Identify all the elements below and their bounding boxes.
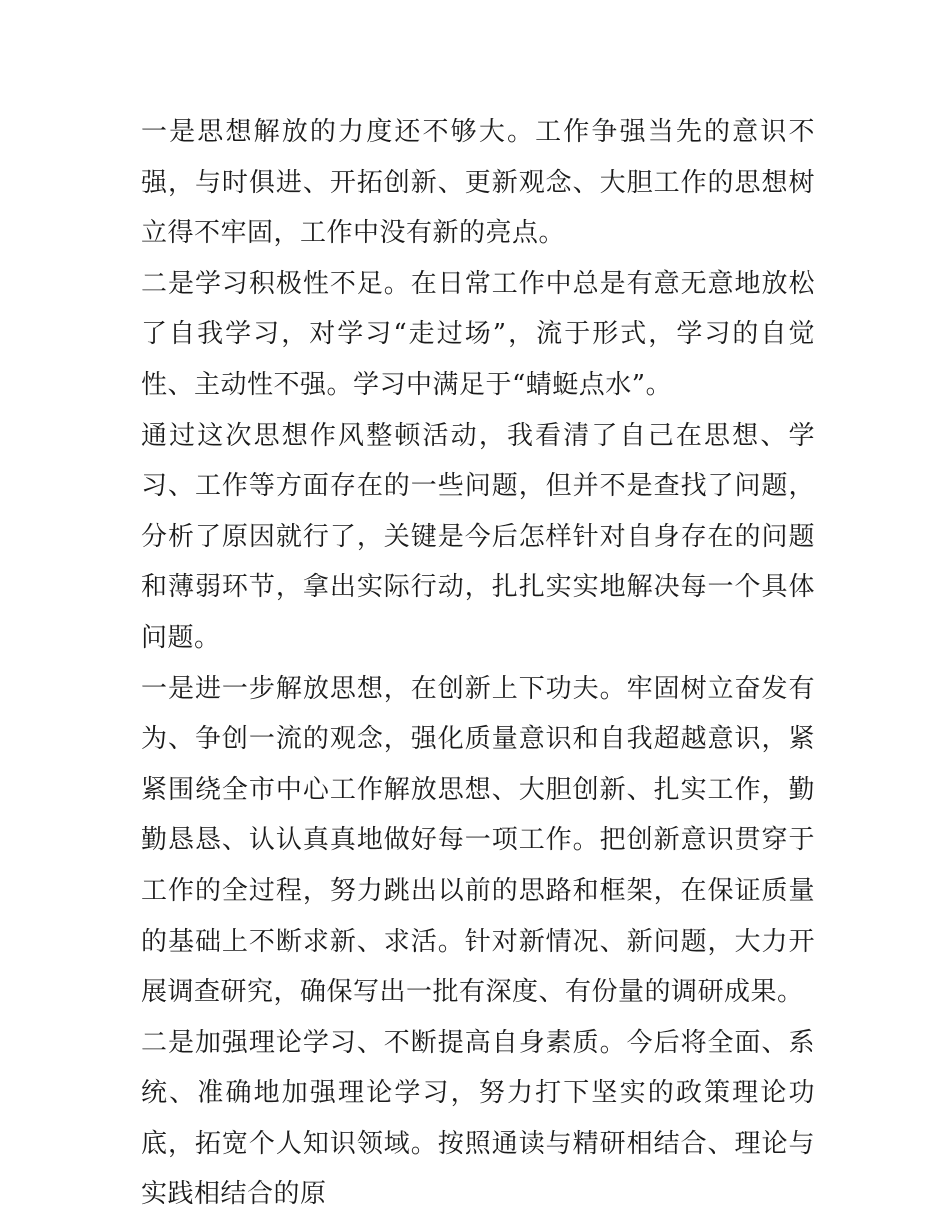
document-body xyxy=(141,107,815,1220)
paragraph-2: 二是学习积极性不足。在日常工作中总是有意无意地放松了自我学习，对学习“走过场”，流于形式，学习的自觉性、主动性不强。学习中满足于“蜻蜓点水”。 xyxy=(141,268,815,400)
paragraph-1: 一是思想解放的力度还不够大。工作争强当先的意识不强，与时俱进、开拓创新、更新观念、大胆工作的思想树立得不牢固，工作中没有新的亮点。 xyxy=(141,117,815,249)
paragraph-3: 通过这次思想作风整顿活动，我看清了自己在思想、学习、工作等方面存在的一些问题，但并不是查找了问题，分析了原因就行了，关键是今后怎样针对自身存在的问题和薄弱环节，拿出实际行动，扎扎实实地解决每一个具体问题。 xyxy=(141,420,815,653)
paragraph-5: 二是加强理论学习、不断提高自身素质。今后将全面、系统、准确地加强理论学习，努力打下坚实的政策理论功底，拓宽个人知识领域。按照通读与精研相结合、理论与实践相结合的原 xyxy=(141,1027,815,1210)
paragraph-4: 一是进一步解放思想，在创新上下功夫。牢固树立奋发有为、争创一流的观念，强化质量意识和自我超越意识，紧紧围绕全市中心工作解放思想、大胆创新、扎实工作，勤勤恳恳、认认真真地做好每一项工作。把创新意识贯穿于工作的全过程，努力跳出以前的思路和框架，在保证质量的基础上不断求新、求活。针对新情况、新问题，大力开展调查研究，确保写出一批有深度、有份量的调研成果。 xyxy=(141,673,815,1008)
